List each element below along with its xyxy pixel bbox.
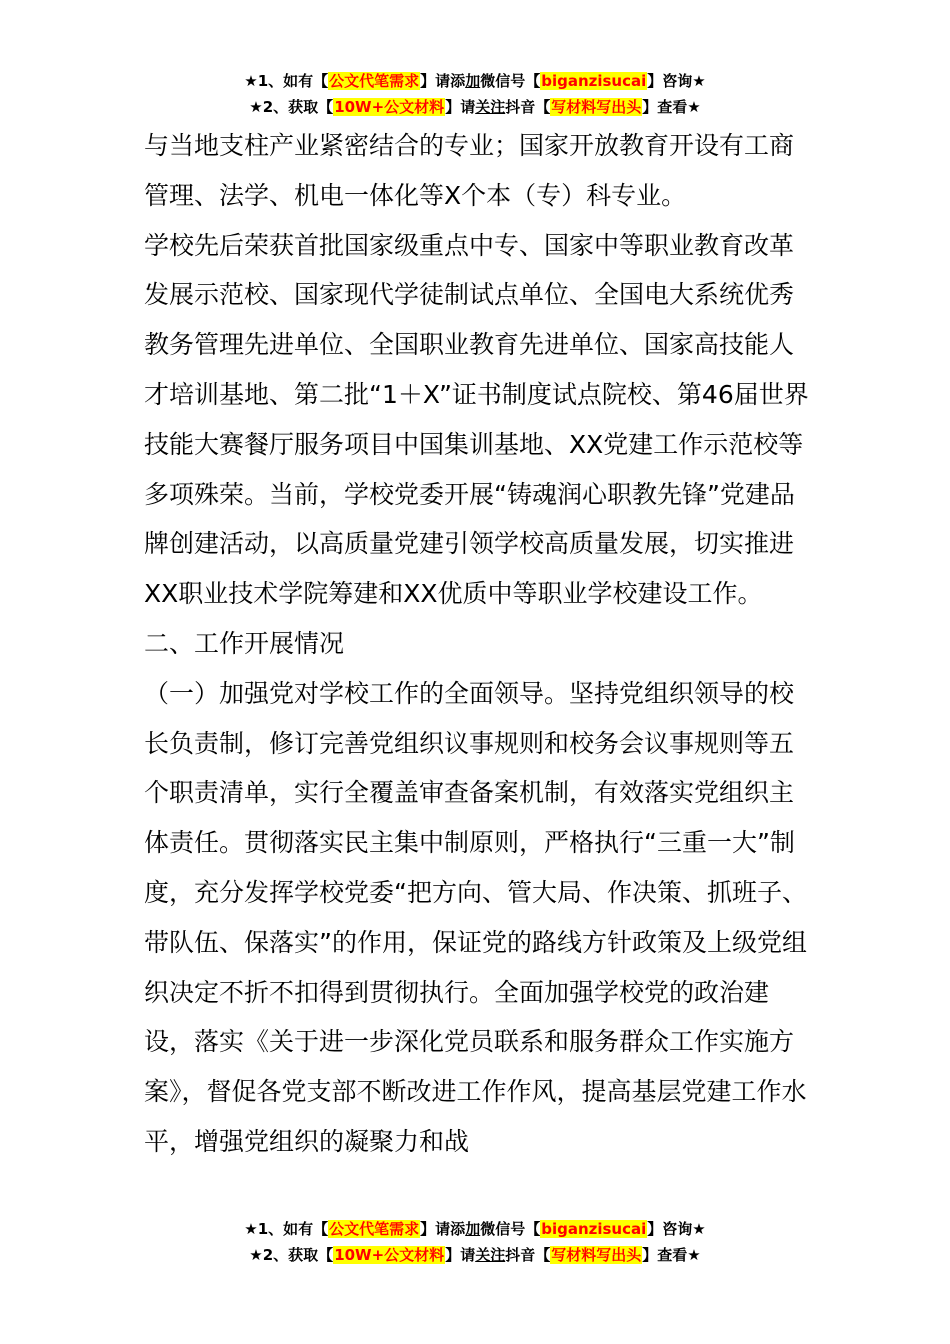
promo-highlight: 10W+公文材料 (334, 1246, 445, 1264)
promo-banner-top (0, 68, 950, 120)
promo-highlight: 10W+公文材料 (334, 98, 445, 116)
promo-text: 】咨询★ (647, 1220, 706, 1238)
paragraph-honors: 学校先后荣获首批国家级重点中专、国家中等职业教育改革发展示范校、国家现代学徒制试点单位、全国电大系统优秀教务管理先进单位、全国职业教育先进单位、国家高技能人才培训基地、第二批“1＋X”证书制度试点院校、第46届世界技能大赛餐厅服务项目中国集训基地、XX党建工作示范校等多项殊荣。当前，学校党委开展“铸魂润心职教先锋”党建品牌创建活动，以高质量党建引领学校高质量发展，切实推进XX职业技术学院筹建和XX优质中等职业学校建设工作。 (144, 230, 809, 609)
promo-text: ★1、如有【 (244, 1220, 329, 1238)
promo-highlight: 写材料写出头 (551, 1246, 642, 1264)
promo-text: 抖音【 (505, 98, 551, 116)
promo-underline: 关注 (475, 1246, 506, 1264)
promo-banner-bottom (0, 1216, 950, 1268)
promo-text: 】请 (445, 98, 476, 116)
promo-text: 】查看★ (642, 1246, 701, 1264)
section-heading: 二、工作开展情况 (144, 628, 345, 658)
promo-text: 】请 (445, 1246, 476, 1264)
promo-line-2 (0, 1242, 950, 1268)
promo-text: 抖音【 (505, 1246, 551, 1264)
promo-text: 微信号【 (480, 72, 541, 90)
promo-highlight: 公文代笔需求 (329, 1220, 420, 1238)
promo-underline: 加 (465, 1220, 481, 1238)
paragraph-majors: 与当地支柱产业紧密结合的专业；国家开放教育开设有工商管理、法学、机电一体化等X个本（专）科专业。 (144, 131, 795, 210)
promo-line-2 (0, 94, 950, 120)
promo-highlight: 写材料写出头 (551, 98, 642, 116)
paragraph-leadership: （一）加强党对学校工作的全面领导。坚持党组织领导的校长负责制，修订完善党组织议事规则和校务会议事规则等五个职责清单，实行全覆盖审查备案机制，有效落实党组织主体责任。贯彻落实民主集中制原则，严格执行“三重一大”制度，充分发挥学校党委“把方向、管大局、作决策、抓班子、带队伍、保落实”的作用，保证党的路线方针政策及上级党组织决定不折不扣得到贯彻执行。全面加强学校党的政治建设，落实《关于进一步深化党员联系和服务群众工作实施方案》，督促各党支部不断改进工作作风，提高基层党建工作水平，增强党组织的凝聚力和战 (144, 678, 807, 1156)
promo-text: ★2、获取【 (249, 98, 334, 116)
promo-text: 】请添 (420, 72, 466, 90)
promo-underline: 关注 (475, 98, 506, 116)
promo-highlight: 公文代笔需求 (329, 72, 420, 90)
promo-text: ★2、获取【 (249, 1246, 334, 1264)
promo-line-1 (0, 68, 950, 94)
promo-line-1 (0, 1216, 950, 1242)
promo-highlight: biganzisucai (541, 1220, 647, 1238)
promo-underline: 加 (465, 72, 481, 90)
promo-text: 微信号【 (480, 1220, 541, 1238)
document-body (144, 121, 809, 1167)
promo-text: ★1、如有【 (244, 72, 329, 90)
promo-highlight: biganzisucai (541, 72, 647, 90)
promo-text: 】咨询★ (647, 72, 706, 90)
promo-text: 】查看★ (642, 98, 701, 116)
promo-text: 】请添 (420, 1220, 466, 1238)
